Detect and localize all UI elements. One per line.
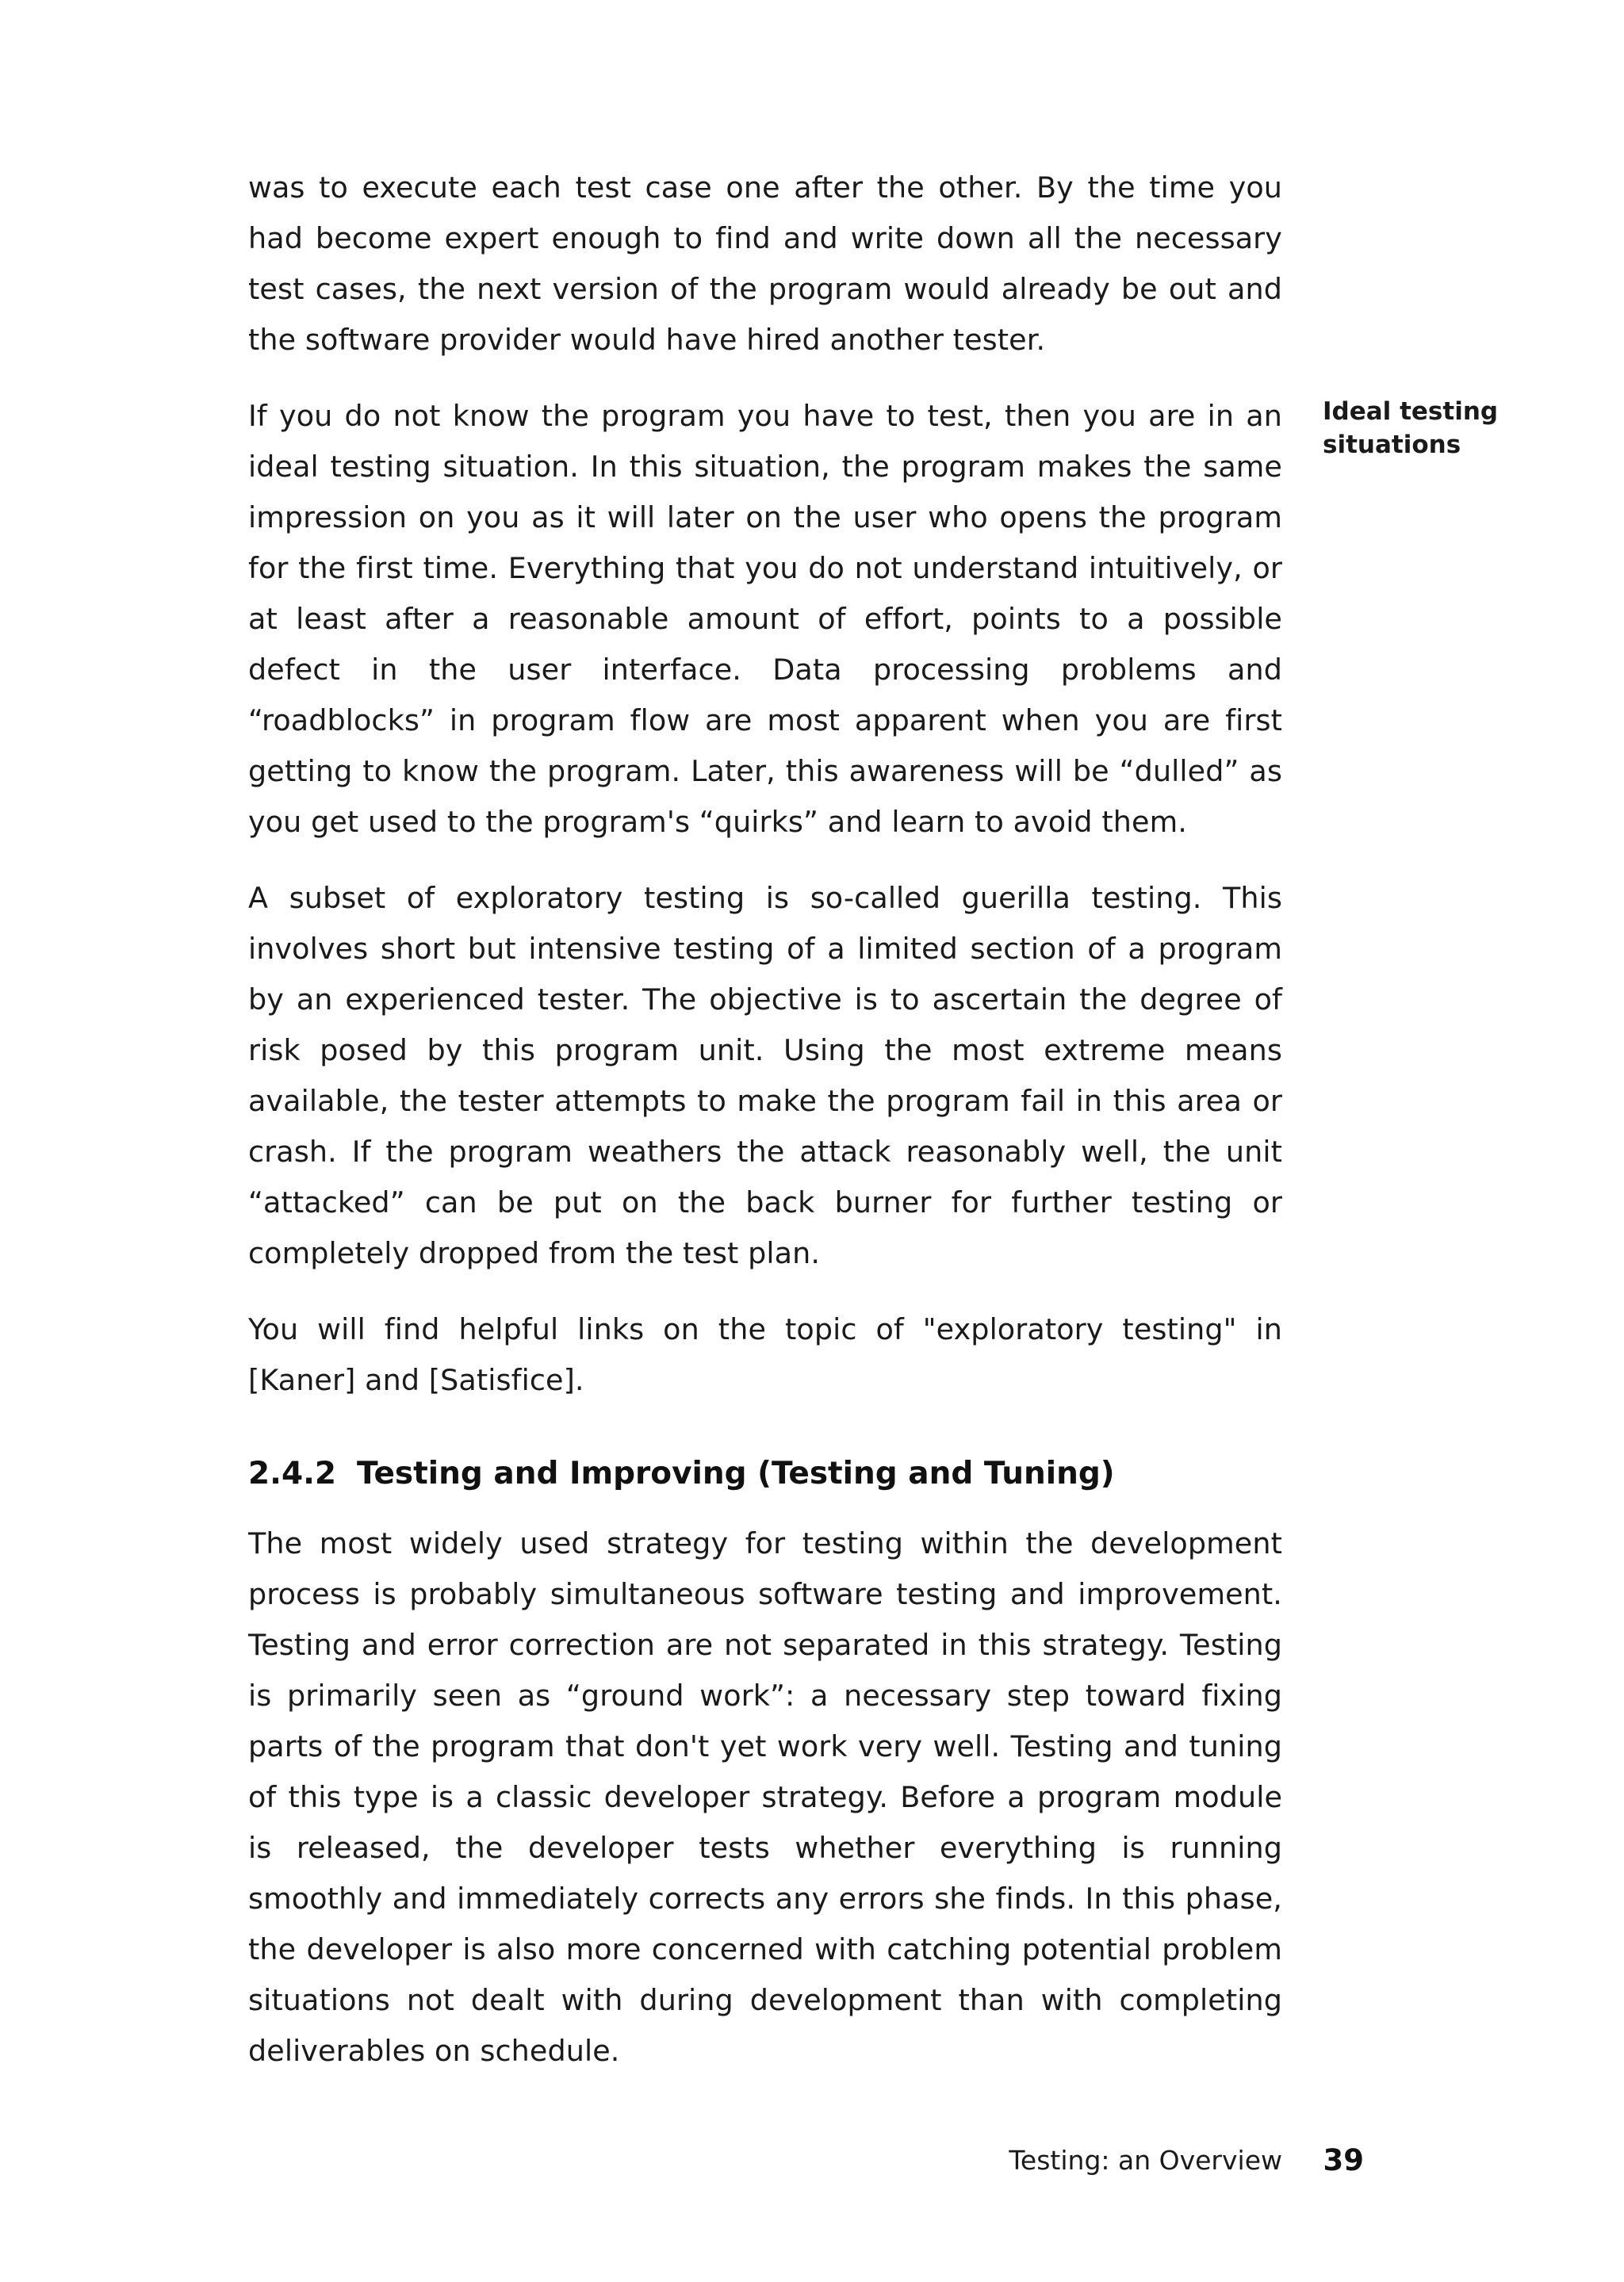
body-paragraph-3: A subset of exploratory testing is so-called guerilla testing. This involves short but intensive testing of a limited section of a program by an experienced tester. The objective is to ascertain the degree of risk posed by this program unit. Using the most extreme means available, the tester attempts to make the program fail in this area or crash. If the program weathers the attack reasonably well, the unit “attacked” can be put on the back burner for further testing or completely dropped from the test plan. [248,881,1282,1270]
section-number: 2.4.2 [248,1456,337,1491]
page-footer [872,2141,1364,2181]
margin-note: Ideal testing situations [1323,397,1499,459]
main-text-column [248,163,1282,2102]
section-title: Testing and Improving (Testing and Tuning) [357,1456,1115,1491]
page-number: 39 [1323,2143,1364,2177]
section-paragraph-1: The most widely used strategy for testing within the development process is probably simultaneous software testing and improvement. Testing and error correction are not separated in this strategy. Testing is primarily seen as “ground work”: a necessary step toward fixing parts of the program that don't yet work very well. Testing and tuning of this type is a classic developer strategy. Before a program module is released, the developer tests whether everything is running smoothly and immediately corrects any errors she finds. In this phase, the developer is also more concerned with catching potential problem situations not dealt with during development than with completing deliverables on schedule. [248,1526,1282,2068]
body-paragraph-4: You will find helpful links on the topic of "exploratory testing" in [Kaner] and [Satisfice]. [248,1312,1282,1397]
body-paragraph-2: If you do not know the program you have to test, then you are in an ideal testing situation. In this situation, the program makes the same impression on you as it will later on the user who opens the program for the first time. Everything that you do not understand intuitively, or at least after a reasonable amount of effort, points to a possible defect in the user interface. Data processing problems and “roadblocks” in program flow are most apparent when you are first getting to know the program. Later, this awareness will be “dulled” as you get used to the program's “quirks” and learn to avoid them. [248,399,1282,839]
body-paragraph-1: was to execute each test case one after the other. By the time you had become expert enough to find and write down all the necessary test cases, the next version of the program would already be out and the software provider would have hired another tester. [248,170,1282,357]
running-title: Testing: an Overview [1009,2145,1282,2176]
section-heading [248,1450,1282,1498]
